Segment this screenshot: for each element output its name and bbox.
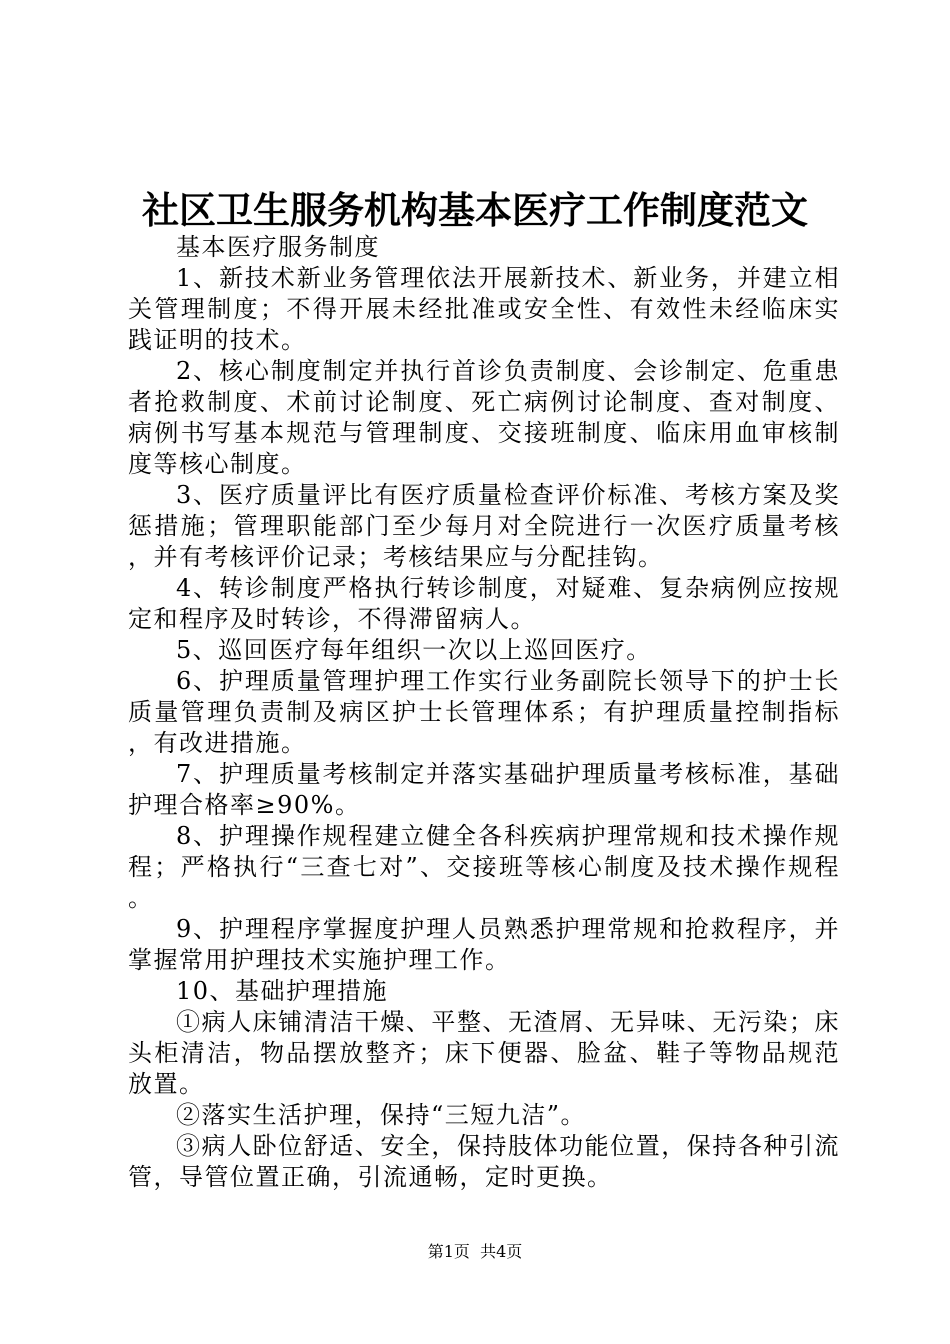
paragraph-item-8: 8、护理操作规程建立健全各科疾病护理常规和技术操作规程；严格执行“三查七对”、交接班等核心制度及技术操作规程。 [128, 822, 840, 912]
document-title: 社区卫生服务机构基本医疗工作制度范文 [142, 188, 808, 232]
sub-item-3: ③病人卧位舒适、安全，保持肢体功能位置，保持各种引流管，导管位置正确，引流通畅，定时更换。 [128, 1132, 840, 1191]
section-heading: 基本医疗服务制度 [176, 233, 380, 261]
paragraph-item-7: 7、护理质量考核制定并落实基础护理质量考核标准，基础护理合格率≥90%。 [128, 760, 840, 819]
paragraph-item-1: 1、新技术新业务管理依法开展新技术、新业务，并建立相关管理制度；不得开展未经批准或安全性、有效性未经临床实践证明的技术。 [128, 264, 840, 354]
document-body [128, 232, 840, 1193]
paragraph-item-5: 5、巡回医疗每年组织一次以上巡回医疗。 [176, 636, 652, 664]
sub-item-2: ②落实生活护理，保持“三短九洁”。 [176, 1101, 587, 1129]
paragraph-item-6: 6、护理质量管理护理工作实行业务副院长领导下的护士长质量管理负责制及病区护士长管理体系；有护理质量控制指标，有改进措施。 [128, 667, 840, 757]
sub-item-1: ①病人床铺清洁干燥、平整、无渣屑、无异味、无污染；床头柜清洁，物品摆放整齐；床下便器、脸盆、鞋子等物品规范放置。 [128, 1008, 840, 1098]
paragraph-item-3: 3、医疗质量评比有医疗质量检查评价标准、考核方案及奖惩措施；管理职能部门至少每月对全院进行一次医疗质量考核，并有考核评价记录；考核结果应与分配挂钩。 [128, 481, 840, 571]
paragraph-item-2: 2、核心制度制定并执行首诊负责制度、会诊制定、危重患者抢救制度、术前讨论制度、死亡病例讨论制度、查对制度、病例书写基本规范与管理制度、交接班制度、临床用血审核制度等核心制度。 [128, 357, 840, 478]
page-number-footer: 第1页 共4页 [427, 1242, 523, 1261]
paragraph-item-4: 4、转诊制度严格执行转诊制度，对疑难、复杂病例应按规定和程序及时转诊，不得滞留病人。 [128, 574, 840, 633]
paragraph-item-9: 9、护理程序掌握度护理人员熟悉护理常规和抢救程序，并掌握常用护理技术实施护理工作。 [128, 915, 840, 974]
paragraph-item-10: 10、基础护理措施 [176, 977, 389, 1005]
